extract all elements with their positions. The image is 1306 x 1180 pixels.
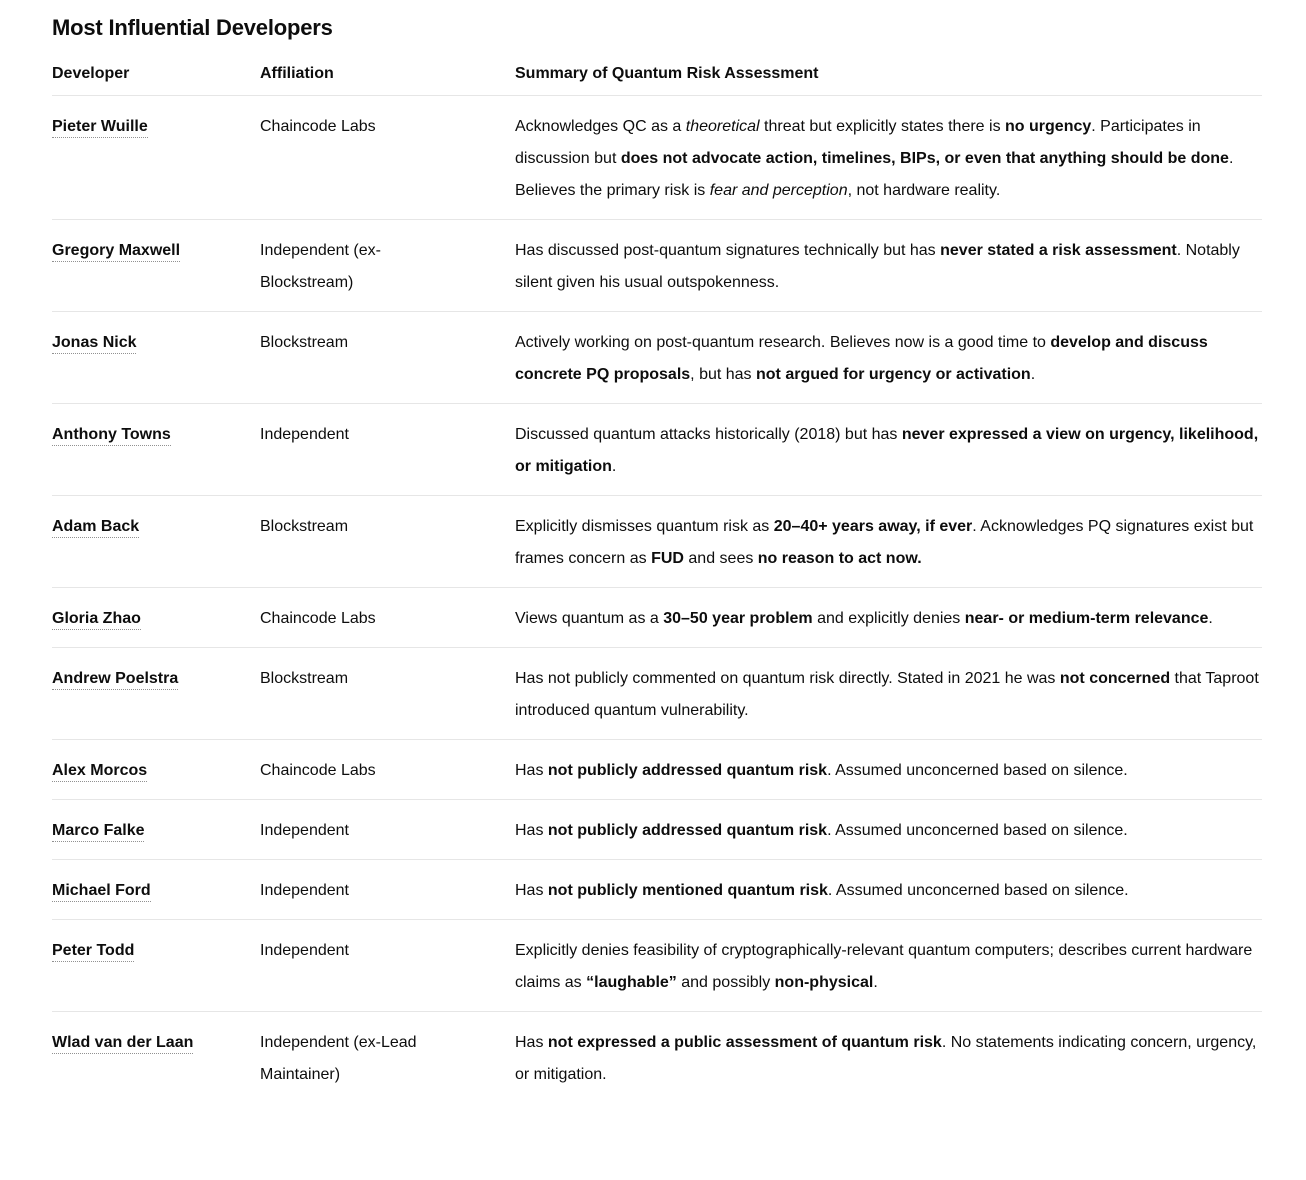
developer-cell <box>52 404 260 496</box>
summary-text: Discussed quantum attacks historically (2018) but has never expressed a view on urgency, likelihood, or mitigation. <box>515 426 1259 475</box>
developer-link[interactable]: Anthony Towns <box>52 426 171 446</box>
table-row <box>52 588 1262 648</box>
summary-text: Has not expressed a public assessment of quantum risk. No statements indicating concern, urgency, or mitigation. <box>515 1034 1257 1083</box>
developer-link[interactable]: Wlad van der Laan <box>52 1034 193 1054</box>
table-row <box>52 740 1262 800</box>
developer-cell <box>52 588 260 648</box>
summary-cell <box>515 404 1262 496</box>
summary-text: Explicitly dismisses quantum risk as 20–40+ years away, if ever. Acknowledges PQ signatures exist but frames concern as FUD and sees no reason to act now. <box>515 518 1254 567</box>
table-body <box>52 96 1262 1104</box>
summary-cell <box>515 648 1262 740</box>
affiliation-label: Chaincode Labs <box>260 610 376 627</box>
developer-cell <box>52 740 260 800</box>
page-title: Most Influential Developers <box>52 15 333 40</box>
table-row <box>52 220 1262 312</box>
summary-cell <box>515 740 1262 800</box>
table-row <box>52 496 1262 588</box>
table-row <box>52 96 1262 220</box>
summary-cell <box>515 860 1262 920</box>
affiliation-cell <box>260 96 515 220</box>
affiliation-label: Independent <box>260 942 349 959</box>
affiliation-cell <box>260 740 515 800</box>
developer-link[interactable]: Andrew Poelstra <box>52 670 178 690</box>
developer-link[interactable]: Pieter Wuille <box>52 118 148 138</box>
summary-text: Has not publicly commented on quantum risk directly. Stated in 2021 he was not concerned that Taproot introduced quantum vulnerability. <box>515 670 1259 719</box>
summary-cell <box>515 800 1262 860</box>
table-row <box>52 920 1262 1012</box>
affiliation-cell <box>260 588 515 648</box>
developer-cell <box>52 220 260 312</box>
affiliation-cell <box>260 920 515 1012</box>
affiliation-cell <box>260 860 515 920</box>
affiliation-label: Blockstream <box>260 670 349 687</box>
table-row <box>52 1012 1262 1104</box>
developer-cell <box>52 920 260 1012</box>
column-header-developer: Developer <box>52 64 260 96</box>
summary-cell <box>515 920 1262 1012</box>
developer-cell <box>52 800 260 860</box>
affiliation-label: Chaincode Labs <box>260 118 376 135</box>
developer-link[interactable]: Gloria Zhao <box>52 610 141 630</box>
affiliation-cell <box>260 496 515 588</box>
summary-text: Acknowledges QC as a theoretical threat but explicitly states there is no urgency. Participates in discussion but does not advocate action, timelines, BIPs, or even that anything should be done. Believes the primary risk is fear and perception, not hardware reality. <box>515 118 1234 199</box>
table-header <box>52 64 1262 96</box>
summary-cell <box>515 312 1262 404</box>
affiliation-label: Independent (ex-Blockstream) <box>260 242 381 291</box>
affiliation-cell <box>260 800 515 860</box>
developer-link[interactable]: Michael Ford <box>52 882 151 902</box>
affiliation-label: Chaincode Labs <box>260 762 376 779</box>
summary-cell <box>515 1012 1262 1104</box>
summary-text: Has not publicly addressed quantum risk. Assumed unconcerned based on silence. <box>515 822 1128 839</box>
affiliation-cell <box>260 220 515 312</box>
affiliation-label: Blockstream <box>260 518 349 535</box>
column-header-summary: Summary of Quantum Risk Assessment <box>515 64 1262 96</box>
developer-link[interactable]: Adam Back <box>52 518 139 538</box>
developer-cell <box>52 312 260 404</box>
affiliation-label: Independent <box>260 882 349 899</box>
developer-link[interactable]: Peter Todd <box>52 942 134 962</box>
affiliation-label: Independent <box>260 822 349 839</box>
summary-text: Has discussed post-quantum signatures technically but has never stated a risk assessment. Notably silent given his usual outspokenness. <box>515 242 1240 291</box>
table-row <box>52 800 1262 860</box>
developer-cell <box>52 648 260 740</box>
summary-text: Has not publicly mentioned quantum risk. Assumed unconcerned based on silence. <box>515 882 1129 899</box>
affiliation-cell <box>260 1012 515 1104</box>
summary-text: Explicitly denies feasibility of cryptographically-relevant quantum computers; describes current hardware claims as “laughable” and possibly non-physical. <box>515 942 1253 991</box>
affiliation-cell <box>260 648 515 740</box>
developer-cell <box>52 496 260 588</box>
affiliation-cell <box>260 404 515 496</box>
affiliation-cell <box>260 312 515 404</box>
table-row <box>52 860 1262 920</box>
developer-link[interactable]: Marco Falke <box>52 822 144 842</box>
summary-text: Views quantum as a 30–50 year problem and explicitly denies near- or medium-term relevance. <box>515 610 1213 627</box>
developer-cell <box>52 1012 260 1104</box>
developer-cell <box>52 860 260 920</box>
summary-text: Has not publicly addressed quantum risk. Assumed unconcerned based on silence. <box>515 762 1128 779</box>
affiliation-label: Independent <box>260 426 349 443</box>
affiliation-label: Blockstream <box>260 334 349 351</box>
developer-link[interactable]: Gregory Maxwell <box>52 242 180 262</box>
summary-cell <box>515 588 1262 648</box>
column-header-affiliation: Affiliation <box>260 64 515 96</box>
developer-link[interactable]: Jonas Nick <box>52 334 136 354</box>
developer-link[interactable]: Alex Morcos <box>52 762 147 782</box>
table-row <box>52 404 1262 496</box>
summary-cell <box>515 496 1262 588</box>
summary-cell <box>515 96 1262 220</box>
summary-cell <box>515 220 1262 312</box>
developer-cell <box>52 96 260 220</box>
developers-table <box>52 64 1262 1103</box>
summary-text: Actively working on post-quantum research. Believes now is a good time to develop and discuss concrete PQ proposals, but has not argued for urgency or activation. <box>515 334 1208 383</box>
table-row <box>52 648 1262 740</box>
affiliation-label: Independent (ex-Lead Maintainer) <box>260 1034 417 1083</box>
table-row <box>52 312 1262 404</box>
